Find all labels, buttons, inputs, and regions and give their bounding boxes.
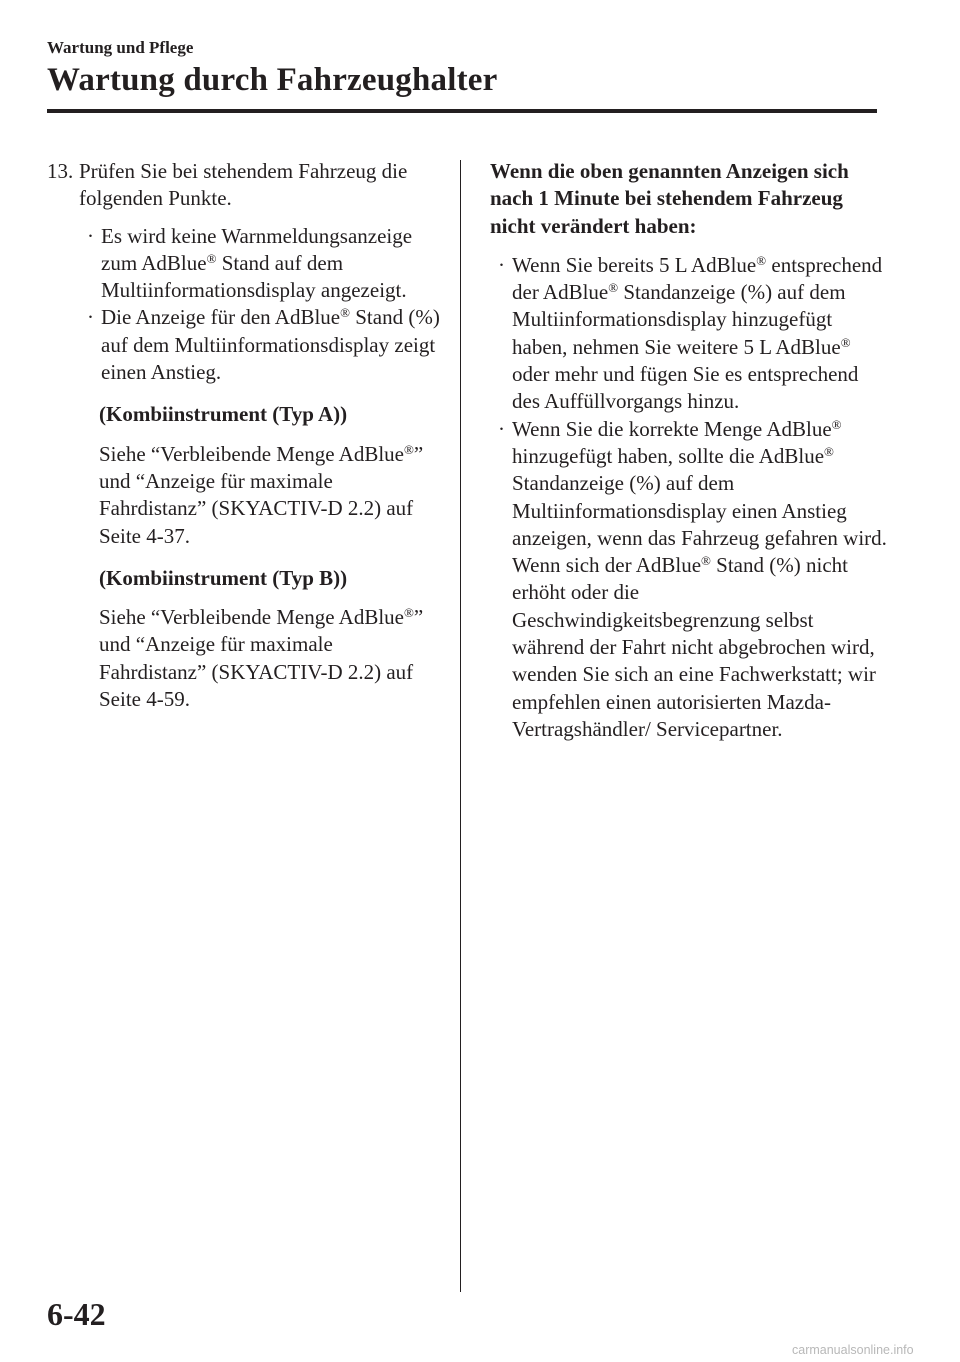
- bullet-icon: ·: [87, 305, 94, 330]
- registered-mark: ®: [756, 252, 767, 268]
- reference-paragraph-type-a: [99, 441, 442, 550]
- reference-paragraph-type-b: [99, 604, 442, 713]
- registered-mark: ®: [206, 250, 217, 266]
- page-number: 6-42: [47, 1296, 106, 1332]
- list-item-text: Die Anzeige für den AdBlue: [101, 305, 341, 330]
- registered-mark: ®: [404, 605, 414, 621]
- registered-mark: ®: [831, 416, 842, 432]
- list-item-text: hinzugefügt haben, sollte die AdBlue: [512, 443, 825, 468]
- registered-mark: ®: [404, 441, 414, 457]
- step-number: 13.: [47, 159, 74, 183]
- check-list: [79, 223, 442, 387]
- list-item-text: Wenn Sie die korrekte Menge AdBlue: [512, 416, 832, 441]
- list-item-text: Wenn Sie bereits 5 L AdBlue: [512, 252, 757, 277]
- list-item: [490, 252, 890, 416]
- subheading-type-b: (Kombiinstrument (Typ B)): [99, 565, 348, 590]
- list-item-text: oder mehr und fügen Sie es entsprechend des Auffüllvorgangs hinzu.: [512, 362, 859, 414]
- registered-mark: ®: [824, 443, 834, 459]
- bullet-icon: ·: [498, 416, 505, 441]
- bullet-icon: ·: [498, 252, 505, 277]
- watermark: carmanualsonline.info: [792, 1343, 914, 1357]
- list-item-text: Standanzeige (%) auf dem Multiinformationsdisplay einen Anstieg anzeigen, wenn das Fahrzeug gefahren wird. Wenn sich der AdBlue: [512, 471, 887, 578]
- list-item-text: Es wird keine Warnmeldungsanzeige zum AdBlue: [101, 223, 413, 275]
- registered-mark: ®: [701, 553, 711, 569]
- list-item: [79, 223, 442, 305]
- right-column: [490, 158, 890, 743]
- paragraph-text: Siehe “Verbleibende Menge AdBlue: [99, 441, 404, 466]
- list-item: [79, 304, 442, 386]
- list-item: [490, 416, 890, 744]
- bullet-icon: ·: [87, 223, 94, 248]
- list-item-text: Stand (%) nicht erhöht oder die Geschwindigkeitsbegrenzung selbst während der Fahrt nicht abgebrochen wird, wenden Sie sich an eine Fachwerkstatt; wir empfehlen einen autorisierten Mazda-Vertragshändler/ Servicepartner.: [512, 553, 876, 741]
- column-divider: [460, 160, 461, 1292]
- paragraph-text: ” und “Anzeige für maximale Fahrdistanz” (SKYACTIV-D 2.2) auf Seite 4-59.: [99, 605, 424, 712]
- paragraph-text: Siehe “Verbleibende Menge AdBlue: [99, 605, 404, 630]
- action-list: [490, 252, 890, 743]
- step-13: [47, 158, 442, 213]
- list-item-text: Stand auf dem Multiinformationsdisplay angezeigt.: [101, 250, 407, 303]
- paragraph-text: ” und “Anzeige für maximale Fahrdistanz” (SKYACTIV-D 2.2) auf Seite 4-37.: [99, 441, 424, 548]
- section-label: Wartung und Pflege: [47, 38, 194, 57]
- condition-heading: Wenn die oben genannten Anzeigen sich nach 1 Minute bei stehendem Fahrzeug nicht verändert haben:: [490, 159, 849, 238]
- title-rule: [47, 109, 877, 113]
- registered-mark: ®: [608, 280, 619, 296]
- list-item-text: entsprechend der AdBlue: [512, 252, 883, 305]
- left-column: [47, 158, 442, 713]
- chapter-title: Wartung durch Fahrzeughalter: [47, 62, 498, 98]
- registered-mark: ®: [340, 305, 350, 321]
- step-text: Prüfen Sie bei stehendem Fahrzeug die folgenden Punkte.: [79, 159, 408, 211]
- list-item-text: Standanzeige (%) auf dem Multiinformationsdisplay hinzugefügt haben, nehmen Sie weitere 5 L AdBlue: [512, 280, 846, 359]
- list-item-text: Stand (%) auf dem Multiinformationsdisplay zeigt einen Anstieg.: [101, 305, 440, 385]
- subheading-type-a: (Kombiinstrument (Typ A)): [99, 402, 348, 427]
- registered-mark: ®: [840, 334, 851, 350]
